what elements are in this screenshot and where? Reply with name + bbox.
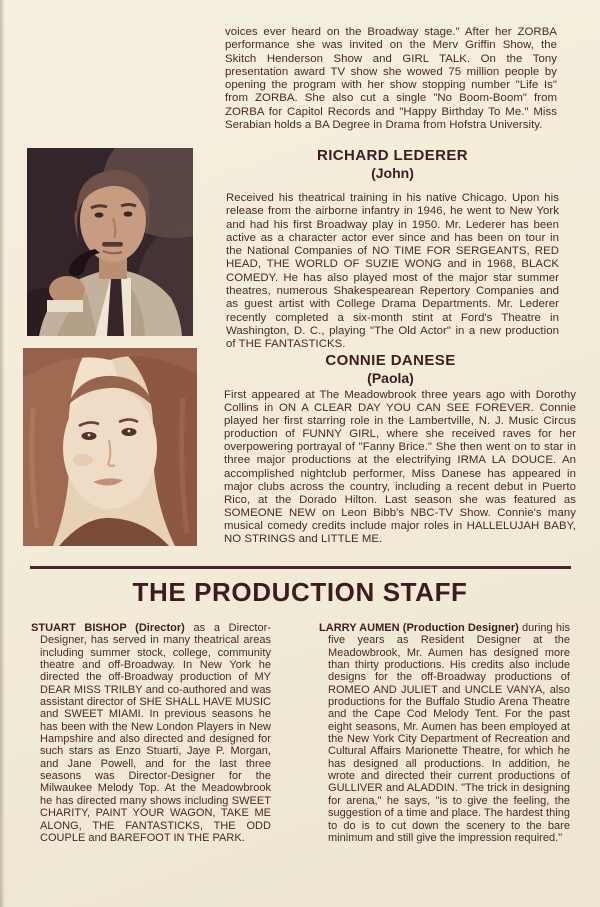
serabian-bio-continuation: voices ever heard on the Broadway stage." After her ZORBA performance she was invited on the Merv Griffin Show, the Skitch Henderson Show and GIRL TALK. On the Tony presentation award TV show she wowed 75 million people by opening the program with her show stopping number "Life Is" from ZORBA. She also cut a single "No Boom-Boom" from ZORBA for Capitol Records and "Happy Birthday To Me." Miss Serabian holds a BA Degree in Drama from Hofstra University. <box>225 26 557 132</box>
richard-lederer-photo <box>27 148 193 336</box>
production-staff-title: THE PRODUCTION STAFF <box>132 577 468 607</box>
cast-heading-richard-lederer <box>226 147 559 182</box>
section-divider-rule <box>30 566 571 569</box>
staff-lead-stuart-bishop: STUART BISHOP (Director) <box>31 622 185 634</box>
staff-lead-larry-aumen: LARRY AUMEN (Production Designer) <box>319 622 519 634</box>
cast-heading-connie-danese <box>224 352 557 387</box>
cast-role-john: (John) <box>371 165 414 181</box>
staff-text-larry-aumen: during his five years as Resident Designer at the Meadowbrook, Mr. Aumen has designed more than thirty productions. His credits also include designs for the off-Broadway productions of ROMEO AND JULIET and UNCLE VANYA, also productions for the Buffalo Studio Arena Theatre and the Cape Cod Melody Tent. For the past eight seasons, Mr. Aumen has been employed at the New York City Department of Recreation and Cultural Affairs Marionette Theatre, for which he has designed all productions. In addition, he wrote and directed their current productions of GULLIVER and ALADDIN. "The trick in designing for arena," he says, "is to give the feeling, the suggestion of a time and place. The hardest thing to do is to cut down the scenery to the bare minimum and still give the impression required." <box>328 622 570 844</box>
scan-edge-shadow <box>0 0 5 907</box>
cast-name-richard-lederer: RICHARD LEDERER <box>316 147 468 164</box>
connie-danese-photo <box>23 348 197 546</box>
staff-bio-stuart-bishop <box>31 622 271 844</box>
richard-lederer-bio: Received his theatrical training in his native Chicago. Upon his release from the airborne infantry in 1946, he went to New York and had his first Broadway play in 1950. Mr. Lederer has been active as a character actor ever since and has been on tour in the National Companies of NO TIME FOR SERGEANTS, RED HEAD, THE WORLD OF SUZIE WONG and in 1968, BLACK COMEDY. He has also played most of the major star summer theatres, numerous Shakespearean Repertory Companies and as guest artist with College Drama Departments. Mr. Lederer recently completed a six-month stint at Ford's Theatre in Washington, D. C., playing "The Old Actor" in a new production of THE FANTASTICKS. <box>226 192 559 351</box>
cast-role-paola: (Paola) <box>367 370 414 386</box>
staff-text-stuart-bishop: as a Director-Designer, has served in many theatrical areas including summer stock, college, community theatre and off-Broadway. In New York he directed the off-Broadway production of MY DEAR MISS TRILBY and co-authored and was assistant director of SHE SHALL HAVE MUSIC and SWEET MIAMI. In previous seasons he has been with the New London Players in New Hampshire and also directed and designed for such stars as Enzo Stuarti, Jaye P. Morgan, and Jane Powell, and for the last three seasons was Director-Designer for the Milwaukee Melody Top. At the Meadowbrook he has directed many shows including SWEET CHARITY, PAINT YOUR WAGON, TAKE ME ALONG, THE FANTASTICKS, THE ODD COUPLE and BAREFOOT IN THE PARK. <box>40 622 271 844</box>
staff-bio-larry-aumen <box>319 622 570 844</box>
connie-danese-bio: First appeared at The Meadowbrook three years ago with Dorothy Collins in ON A CLEAR DAY YOU CAN SEE FOREVER. Connie played her first starring role in the Lambertville, N. J. Music Circus production of FUNNY GIRL, where she received raves for her overpowering portrayal of "Fanny Brice." She then went on to star in three major productions at the electrifying IRMA LA DOUCE. An accomplished nightclub performer, Miss Danese has appeared in major clubs across the country, including a recent debut in Puerto Rico, at the Dorado Hilton. Last season she was featured as SOMEONE NEW on Leon Bibb's NBC-TV Show. Connie's many musical comedy credits include major roles in HALLELUJAH BABY, NO STRINGS and LITTLE ME. <box>224 389 576 546</box>
cast-name-connie-danese: CONNIE DANESE <box>325 352 456 369</box>
woman-long-hair-portrait-illustration <box>23 348 197 546</box>
man-with-pipe-portrait-illustration <box>27 148 193 336</box>
